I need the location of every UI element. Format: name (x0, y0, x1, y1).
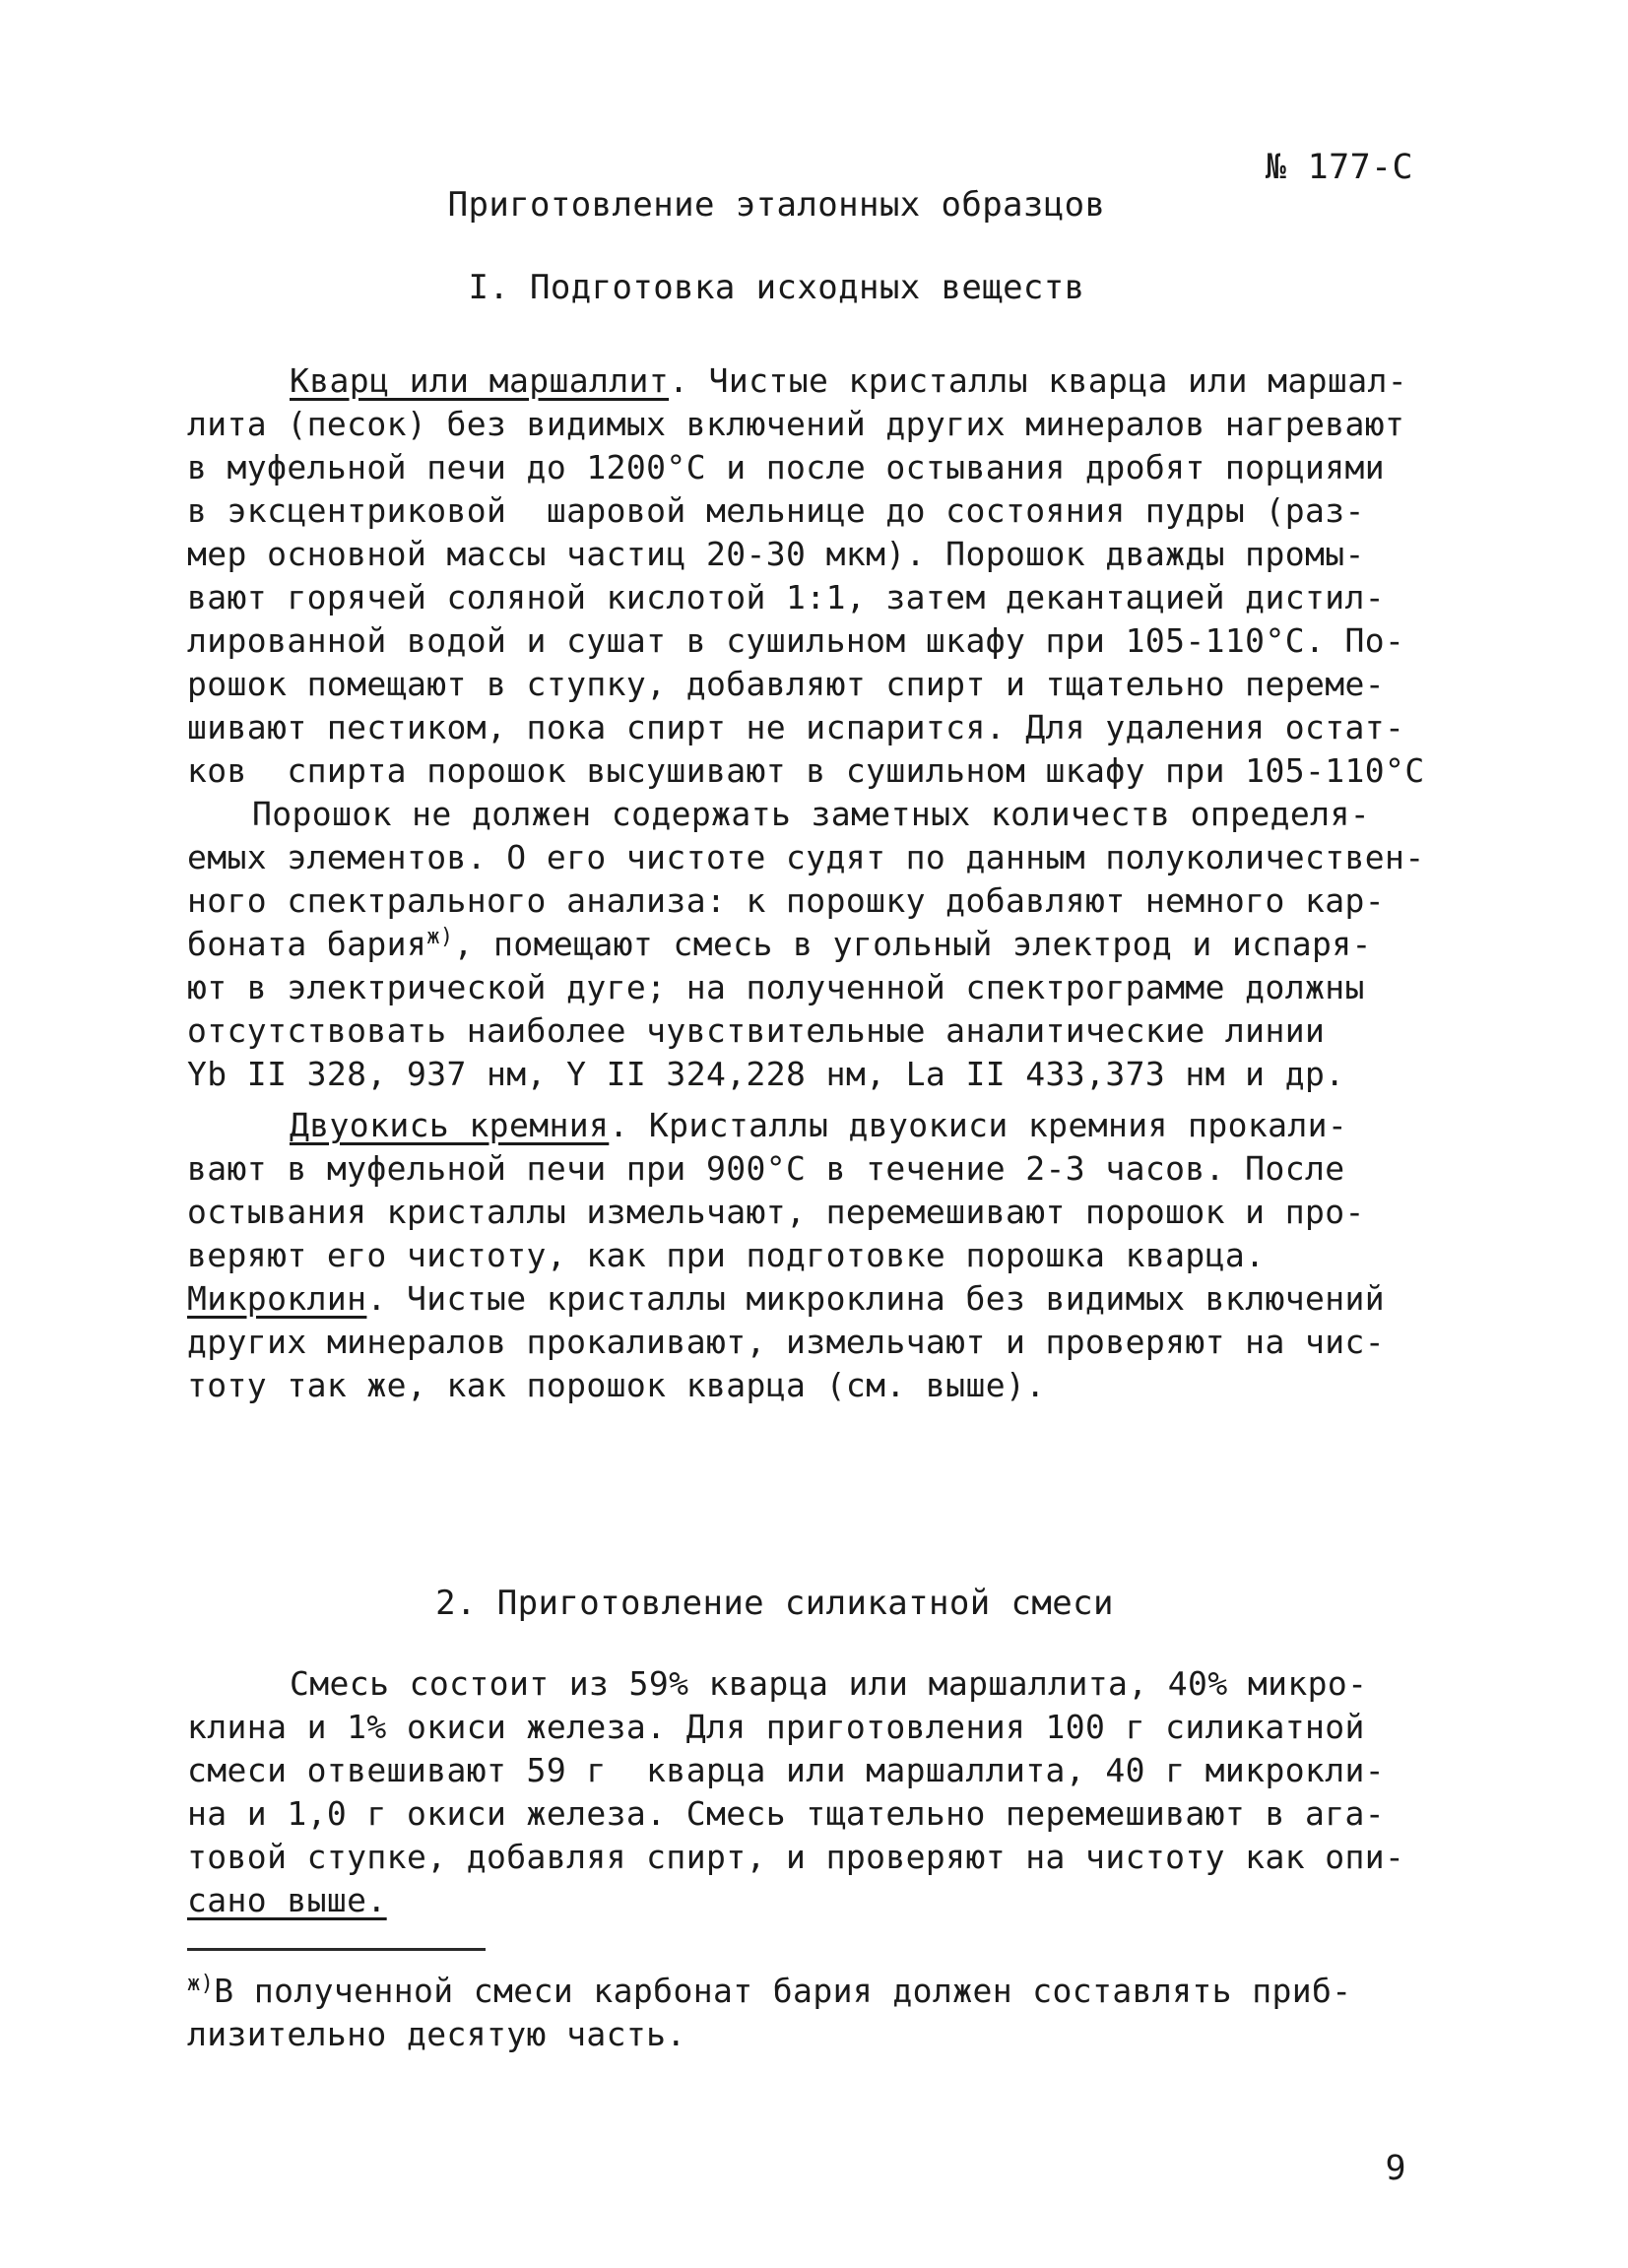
paragraph-mixture-line: Смесь состоит из 59% кварца или маршаллита, 40% микро- (290, 1664, 1368, 1703)
paragraph-line: в муфельной печи до 1200°С и после остывания дробят порциями (187, 448, 1386, 486)
paragraph-purity-line: Порошок не должен содержать заметных количеств определя- (252, 795, 1370, 833)
main-title: Приготовление эталонных образцов (447, 185, 1106, 225)
paragraph-line: лированной водой и сушат в сушильном шкафу при 105-110°С. По- (187, 621, 1405, 660)
footnote-reference: ж) (426, 925, 454, 949)
paragraph-line: вают горячей соляной кислотой 1:1, затем декантацией дистил- (187, 578, 1386, 616)
footnote-line: лизительно десятую часть. (187, 2015, 686, 2053)
term-microcline: Микроклин (187, 1279, 367, 1318)
paragraph-line: товой ступке, добавляя спирт, и проверяют на чистоту как опи- (187, 1838, 1405, 1876)
paragraph-line: боната бария$^{ж)}$, помещают смесь в угольный электрод и испаря- (187, 925, 1372, 963)
paragraph-microcline-line: Микроклин. Чистые кристаллы микроклина без видимых включений (187, 1279, 1386, 1318)
section-2-title: 2. Приготовление силикатной смеси (435, 1584, 1114, 1623)
document-number: № 177-С (1265, 148, 1413, 187)
footnote-divider (187, 1948, 486, 1951)
paragraph-line: емых элементов. О его чистоте судят по данным полуколичествен- (187, 838, 1425, 876)
paragraph-line: сано выше. (187, 1881, 387, 1919)
term-quartz: Кварц или маршаллит (290, 361, 670, 400)
page-number: 9 (1385, 2149, 1406, 2188)
paragraph-line: в эксцентриковой шаровой мельнице до состояния пудры (раз- (187, 491, 1365, 530)
paragraph-line: шивают пестиком, пока спирт не испарится. Для удаления остат- (187, 708, 1405, 746)
section-2-body (187, 1662, 1467, 1922)
paragraph-line: отсутствовать наиболее чувствительные аналитические линии (187, 1011, 1326, 1050)
section-1-title: I. Подготовка исходных веществ (468, 268, 1085, 307)
paragraph-line: ного спектрального анализа: к порошку добавляют немного кар- (187, 881, 1386, 920)
paragraph-line: других минералов прокаливают, измельчают и проверяют на чис- (187, 1323, 1386, 1361)
paragraph-line: лита (песок) без видимых включений других минералов нагревают (187, 405, 1405, 443)
paragraph-quartz-line: Кварц или маршаллит. Чистые кристаллы кварца или маршал- (290, 361, 1407, 400)
footnote (187, 1970, 1467, 2056)
paragraph-line: смеси отвешивают 59 г кварца или маршаллита, 40 г микрокли- (187, 1751, 1386, 1789)
paragraph-line: клина и 1% окиси железа. Для приготовления 100 г силикатной (187, 1708, 1365, 1746)
footnote-line: $^{ж)}$В полученной смеси карбонат бария должен составлять приб- (187, 1972, 1352, 2010)
paragraph-line: Yb II 328, 937 нм, Y II 324,228 нм, La II 433,373 нм и др. (187, 1055, 1345, 1093)
footnote-mark: ж) (187, 1972, 215, 1996)
paragraph-line: рошок помещают в ступку, добавляют спирт и тщательно переме- (187, 665, 1386, 703)
paragraph-line: мер основной массы частиц 20-30 мкм). Порошок дважды промы- (187, 535, 1365, 573)
paragraph-silica-line: Двуокись кремния. Кристаллы двуокиси кремния прокали- (290, 1106, 1348, 1144)
paragraph-line: ют в электрической дуге; на полученной спектрограмме должны (187, 968, 1365, 1006)
paragraph-line: веряют его чистоту, как при подготовке порошка кварца. (187, 1236, 1266, 1274)
term-silica: Двуокись кремния (290, 1106, 610, 1144)
paragraph-line: остывания кристаллы измельчают, перемешивают порошок и про- (187, 1193, 1365, 1231)
paragraph-line: вают в муфельной печи при 900°С в течение 2-3 часов. После (187, 1149, 1345, 1188)
paragraph-line: ков спирта порошок высушивают в сушильном шкафу при 105-110°С (187, 751, 1425, 790)
paragraph-line: на и 1,0 г окиси железа. Смесь тщательно перемешивают в ага- (187, 1794, 1386, 1833)
paragraph-line: тоту так же, как порошок кварца (см. выше). (187, 1366, 1046, 1404)
section-1-body (187, 359, 1467, 1407)
